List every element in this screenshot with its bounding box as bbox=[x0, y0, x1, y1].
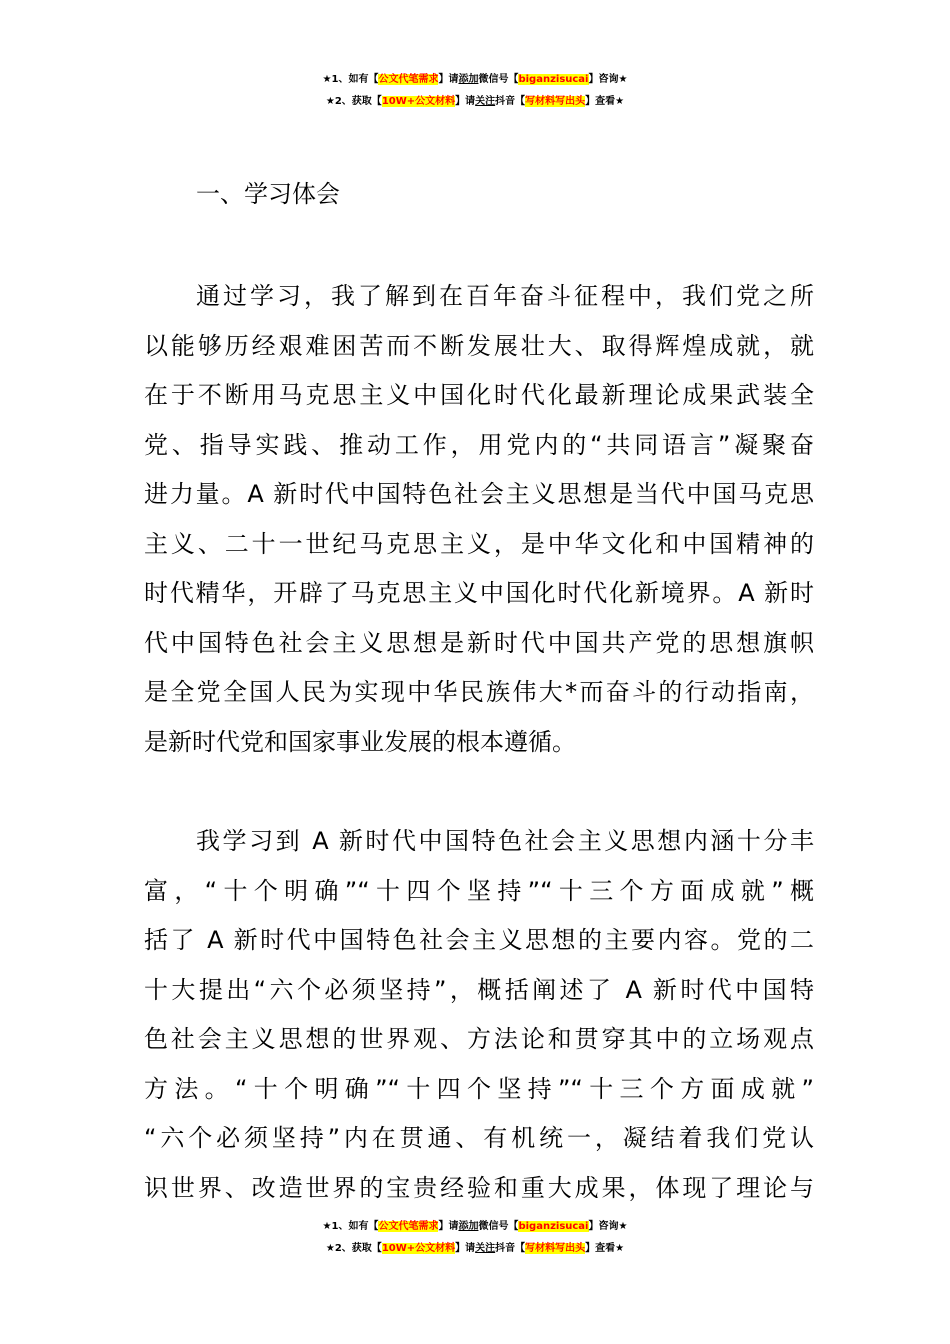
banner-text: 】咨询★ bbox=[588, 1221, 628, 1232]
paragraph-line: 十大提出“六个必须坚持”，概括阐述了 A 新时代中国特 bbox=[144, 975, 814, 1004]
banner-text: 】请 bbox=[438, 74, 459, 85]
highlight-service: 公文代笔需求 bbox=[378, 1221, 439, 1232]
banner-text: 】咨询★ bbox=[588, 74, 628, 85]
paragraph-line: 色社会主义思想的世界观、方法论和贯穿其中的立场观点 bbox=[144, 1025, 814, 1053]
underlined-text: 添加 bbox=[458, 1221, 479, 1232]
banner-text: ★2、获取【 bbox=[325, 1243, 382, 1254]
underlined-text: 添加 bbox=[458, 74, 479, 85]
banner-text: ★1、如有【 bbox=[322, 1221, 379, 1232]
header-banner bbox=[0, 69, 950, 113]
banner-line-1 bbox=[0, 69, 950, 91]
banner-text: ★1、如有【 bbox=[322, 74, 379, 85]
paragraph-line: 是全党全国人民为实现中华民族伟大*而奋斗的行动指南， bbox=[144, 678, 814, 706]
highlight-service: 公文代笔需求 bbox=[378, 74, 439, 85]
highlight-wechat-id: biganzisucai bbox=[518, 1221, 589, 1232]
banner-line-2 bbox=[0, 1238, 950, 1260]
underlined-text: 关注 bbox=[475, 1243, 496, 1254]
paragraph-line: 是新时代党和国家事业发展的根本遵循。 bbox=[144, 727, 576, 756]
banner-text: 微信号【 bbox=[478, 74, 519, 85]
paragraph-2 bbox=[144, 817, 814, 1213]
highlight-materials: 10W+公文材料 bbox=[381, 96, 456, 107]
banner-text: 抖音【 bbox=[495, 1243, 526, 1254]
paragraph-line: “六个必须坚持”内在贯通、有机统一，凝结着我们党认 bbox=[144, 1124, 814, 1152]
paragraph-line: 在于不断用马克思主义中国化时代化最新理论成果武装全 bbox=[144, 381, 814, 409]
paragraph-line: 主义、二十一世纪马克思主义，是中华文化和中国精神的 bbox=[144, 529, 814, 558]
paragraph-line: 我学习到 A 新时代中国特色社会主义思想内涵十分丰 bbox=[196, 827, 814, 855]
banner-text: ★2、获取【 bbox=[325, 96, 382, 107]
section-heading: 一、学习体会 bbox=[196, 180, 340, 208]
footer-banner bbox=[0, 1216, 950, 1260]
paragraph-line: 富，“十个明确”“十四个坚持”“十三个方面成就”概 bbox=[144, 876, 814, 905]
paragraph-line: 时代精华，开辟了马克思主义中国化时代化新境界。A 新时 bbox=[144, 579, 814, 607]
paragraph-line: 识世界、改造世界的宝贵经验和重大成果，体现了理论与 bbox=[144, 1173, 814, 1202]
paragraph-1 bbox=[144, 272, 814, 767]
banner-text: 】查看★ bbox=[585, 96, 625, 107]
banner-text: 】请 bbox=[455, 96, 476, 107]
highlight-materials: 10W+公文材料 bbox=[381, 1243, 456, 1254]
paragraph-line: 党、指导实践、推动工作，用党内的“共同语言”凝聚奋 bbox=[144, 430, 814, 459]
highlight-wechat-id: biganzisucai bbox=[518, 74, 589, 85]
paragraph-line: 通过学习，我了解到在百年奋斗征程中，我们党之所 bbox=[196, 282, 814, 310]
banner-text: 微信号【 bbox=[478, 1221, 519, 1232]
banner-text: 抖音【 bbox=[495, 96, 526, 107]
paragraph-line: 方法。“十个明确”“十四个坚持”“十三个方面成就” bbox=[144, 1074, 814, 1103]
underlined-text: 关注 bbox=[475, 96, 496, 107]
banner-text: 】请 bbox=[438, 1221, 459, 1232]
highlight-douyin-account: 写材料写出头 bbox=[525, 1243, 586, 1254]
paragraph-line: 以能够历经艰难困苦而不断发展壮大、取得辉煌成就，就 bbox=[144, 331, 814, 360]
paragraph-line: 括了 A 新时代中国特色社会主义思想的主要内容。党的二 bbox=[144, 926, 814, 954]
paragraph-line: 代中国特色社会主义思想是新时代中国共产党的思想旗帜 bbox=[144, 628, 814, 657]
banner-text: 】查看★ bbox=[585, 1243, 625, 1254]
banner-text: 】请 bbox=[455, 1243, 476, 1254]
banner-line-2 bbox=[0, 91, 950, 113]
paragraph-line: 进力量。A 新时代中国特色社会主义思想是当代中国马克思 bbox=[144, 480, 814, 508]
highlight-douyin-account: 写材料写出头 bbox=[525, 96, 586, 107]
banner-line-1 bbox=[0, 1216, 950, 1238]
